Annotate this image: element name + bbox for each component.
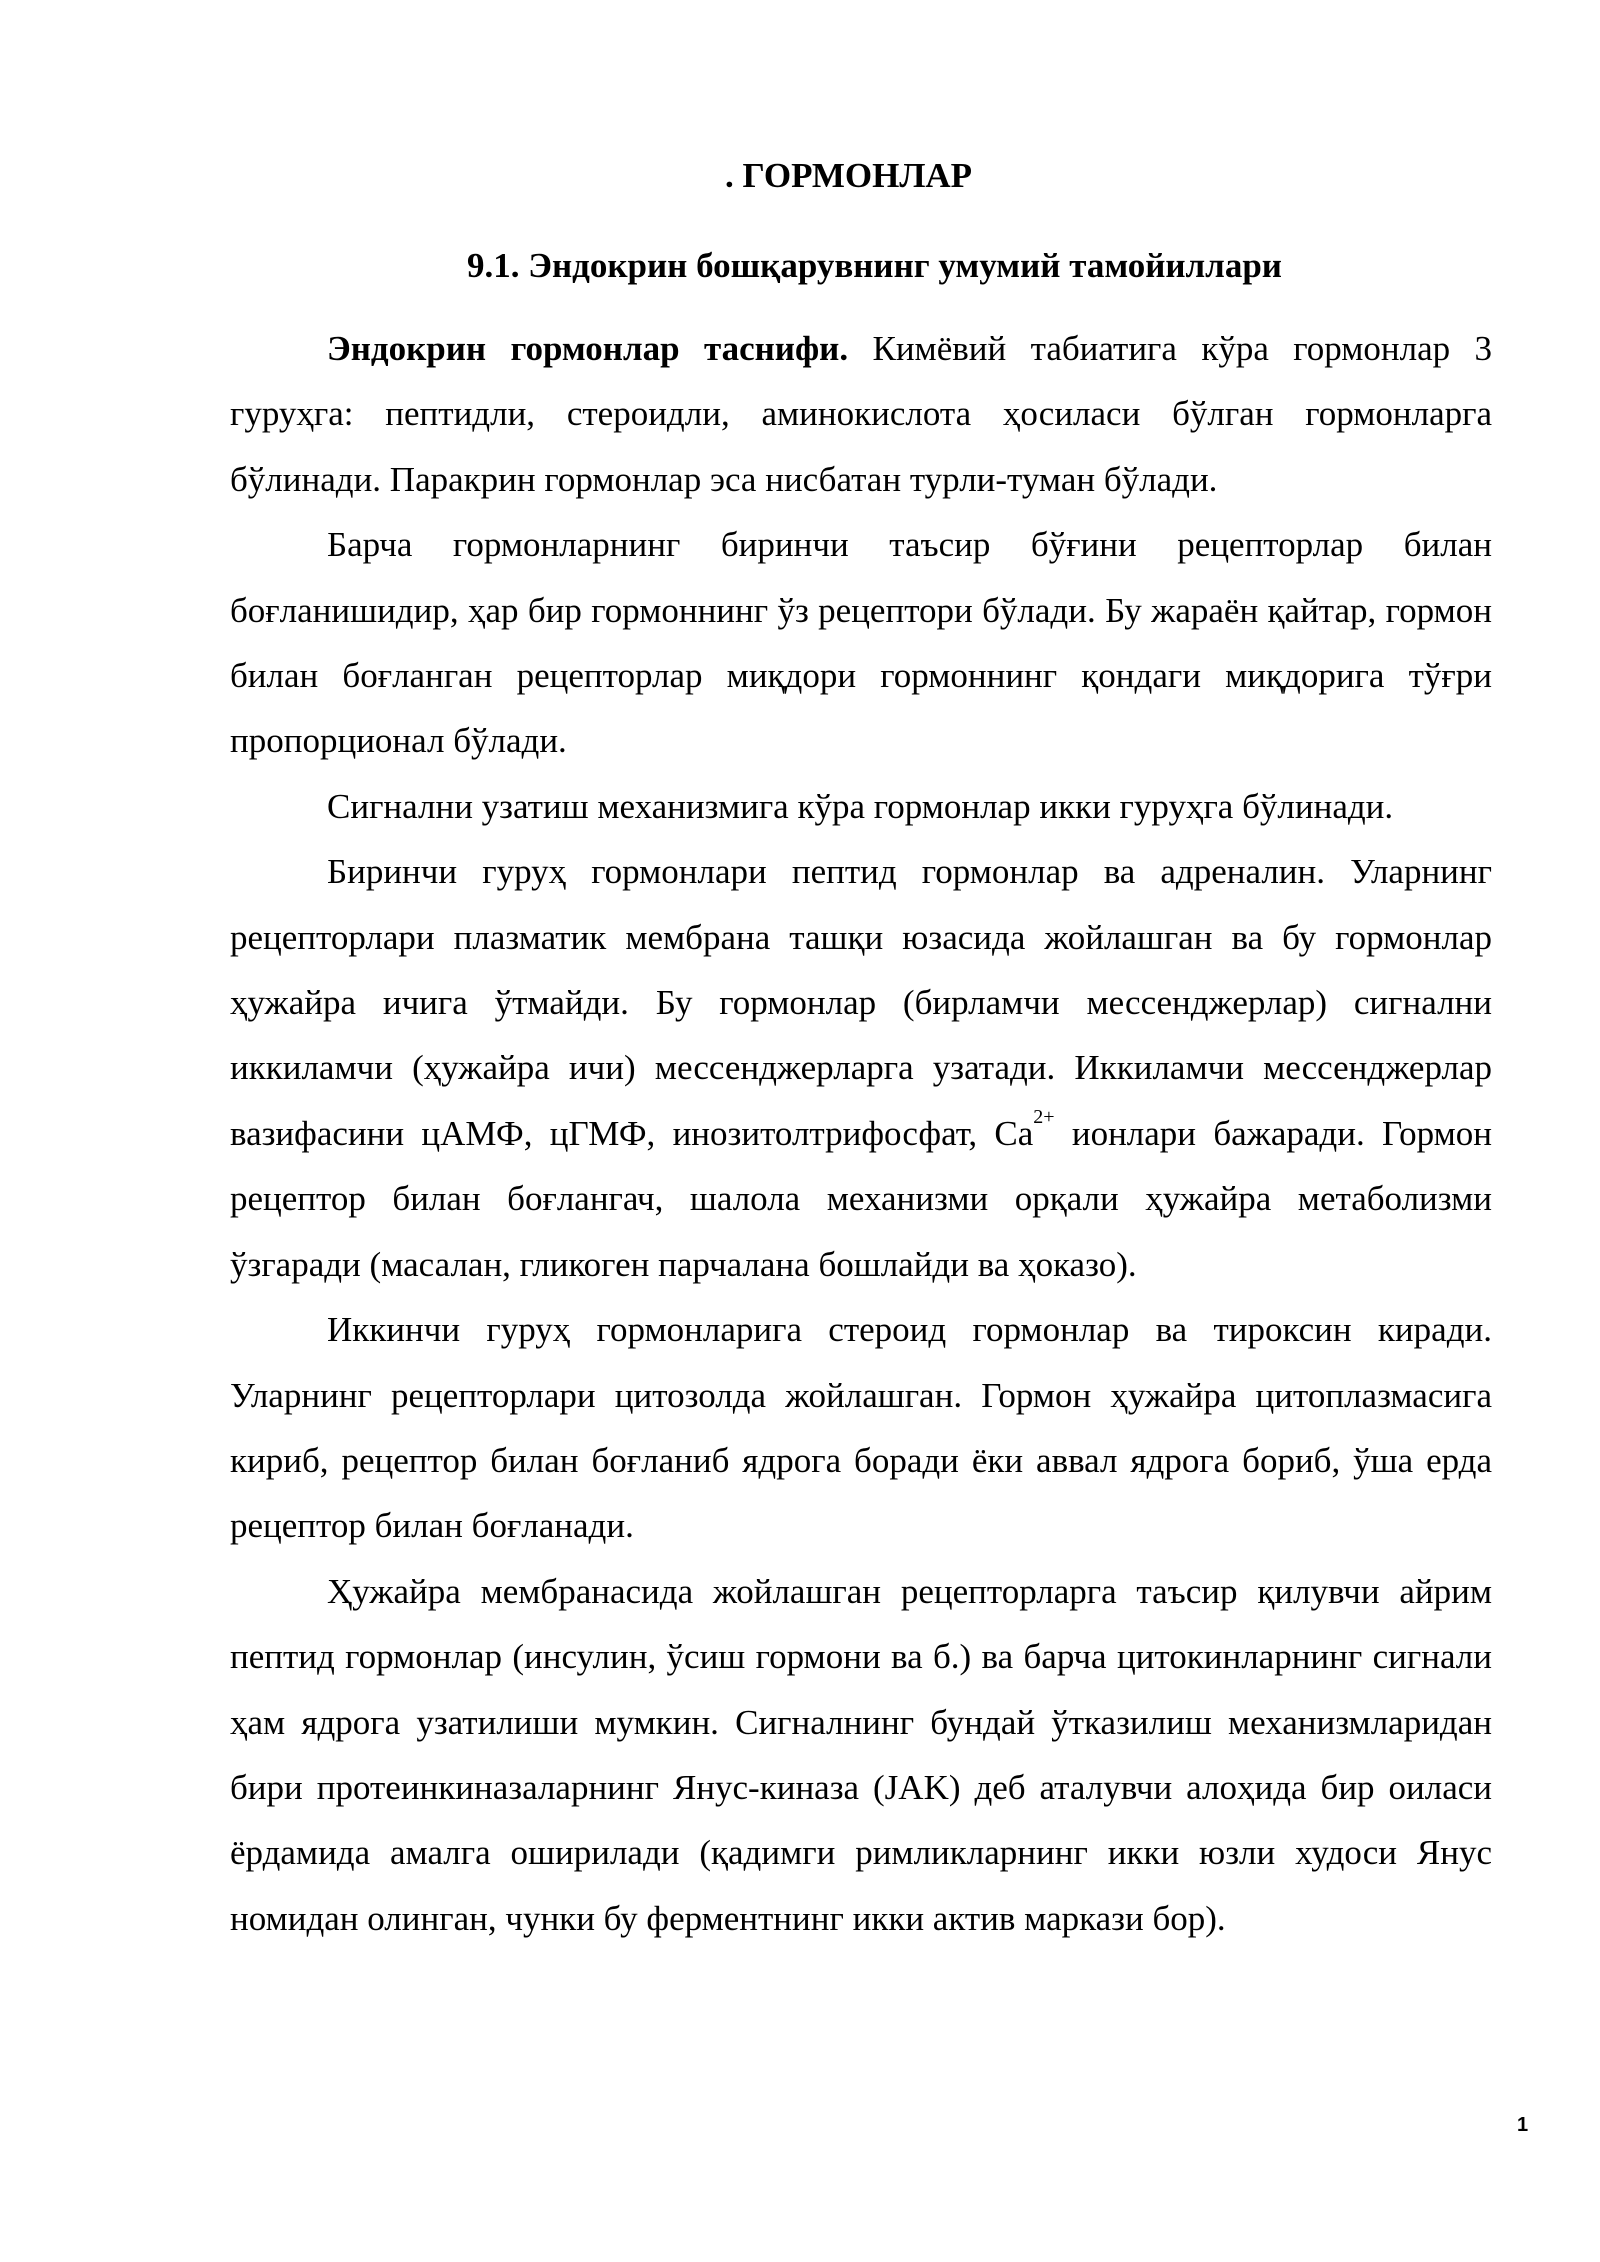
chapter-title: . ГОРМОНЛАР xyxy=(725,156,973,195)
paragraph-receptor-binding: Барча гормонларнинг биринчи таъсир бўғини рецепторлар билан боғланишидир, ҳар бир гормоннинг ўз рецептори бўлади. Бу жараён қайтар, гормон билан боғланган рецепторлар миқдори гормоннинг қондаги миқдорига тўғри пропорционал бўлади. xyxy=(230,525,1492,761)
section-title: 9.1. Эндокрин бошқарувнинг умумий тамойиллари xyxy=(467,246,1282,285)
paragraph-second-group: Иккинчи гуруҳ гормонларига стероид гормонлар ва тироксин киради. Уларнинг рецепторлари цитозолда жойлашган. Гормон ҳужайра цитоплазмасига кириб, рецептор билан боғланиб ядрога боради ёки аввал ядрога бориб, ўша ерда рецептор билан боғланади. xyxy=(230,1310,1492,1546)
page-number: 1 xyxy=(1517,2114,1529,2136)
document-page xyxy=(230,150,1492,1951)
paragraph-text: ионлари бажаради. Гормон рецептор билан боғлангач, шалола механизми орқали ҳужайра метаболизми ўзгаради (масалан, гликоген парчалана бошлайди ва ҳоказо). xyxy=(230,1113,1492,1284)
paragraph-signal-mechanism: Сигнални узатиш механизмига кўра гормонлар икки гуруҳга бўлинади. xyxy=(327,786,1394,826)
superscript-charge: 2+ xyxy=(1033,1105,1055,1128)
document-body xyxy=(230,316,1492,1951)
paragraph-first-group xyxy=(230,839,1492,1297)
paragraph-text: Биринчи гуруҳ гормонлари пептид гормонлар ва адреналин. Уларнинг рецепторлари плазматик мембрана ташқи юзасида жойлашган ва бу гормонлар ҳужайра ичига ўтмайди. Бу гормонлар (бирламчи мессенджерлар) сигнални иккиламчи (ҳужайра ичи) мессенджерларга узатади. Иккиламчи мессенджерлар вазифасини цАМФ, цГМФ, инозитолтрифосфат, Са xyxy=(230,852,1492,1153)
paragraph-lead-heading: Эндокрин гормонлар таснифи. xyxy=(327,329,849,368)
paragraph-text: Кимёвий табиатига кўра гормонлар 3 гуруҳга: пептидли, стероидли, аминокислота ҳосиласи бўлган гормонларга бўлинади. Паракрин гормонлар эса нисбатан турли-туман бўлади. xyxy=(230,329,1492,499)
paragraph-classification xyxy=(230,316,1492,512)
paragraph-janus-kinase: Ҳужайра мембранасида жойлашган рецепторларга таъсир қилувчи айрим пептид гормонлар (инсулин, ўсиш гормони ва б.) ва барча цитокинларнинг сигнали ҳам ядрога узатилиши мумкин. Сигналнинг бундай ўтказилиш механизмларидан бири протеинкиназаларнинг Янус-киназа (JAK) деб аталувчи алоҳида бир оиласи ёрдамида амалга оширилади (қадимги римликларнинг икки юзли худоси Янус номидан олинган, чунки бу ферментнинг икки актив маркази бор). xyxy=(230,1571,1492,1938)
